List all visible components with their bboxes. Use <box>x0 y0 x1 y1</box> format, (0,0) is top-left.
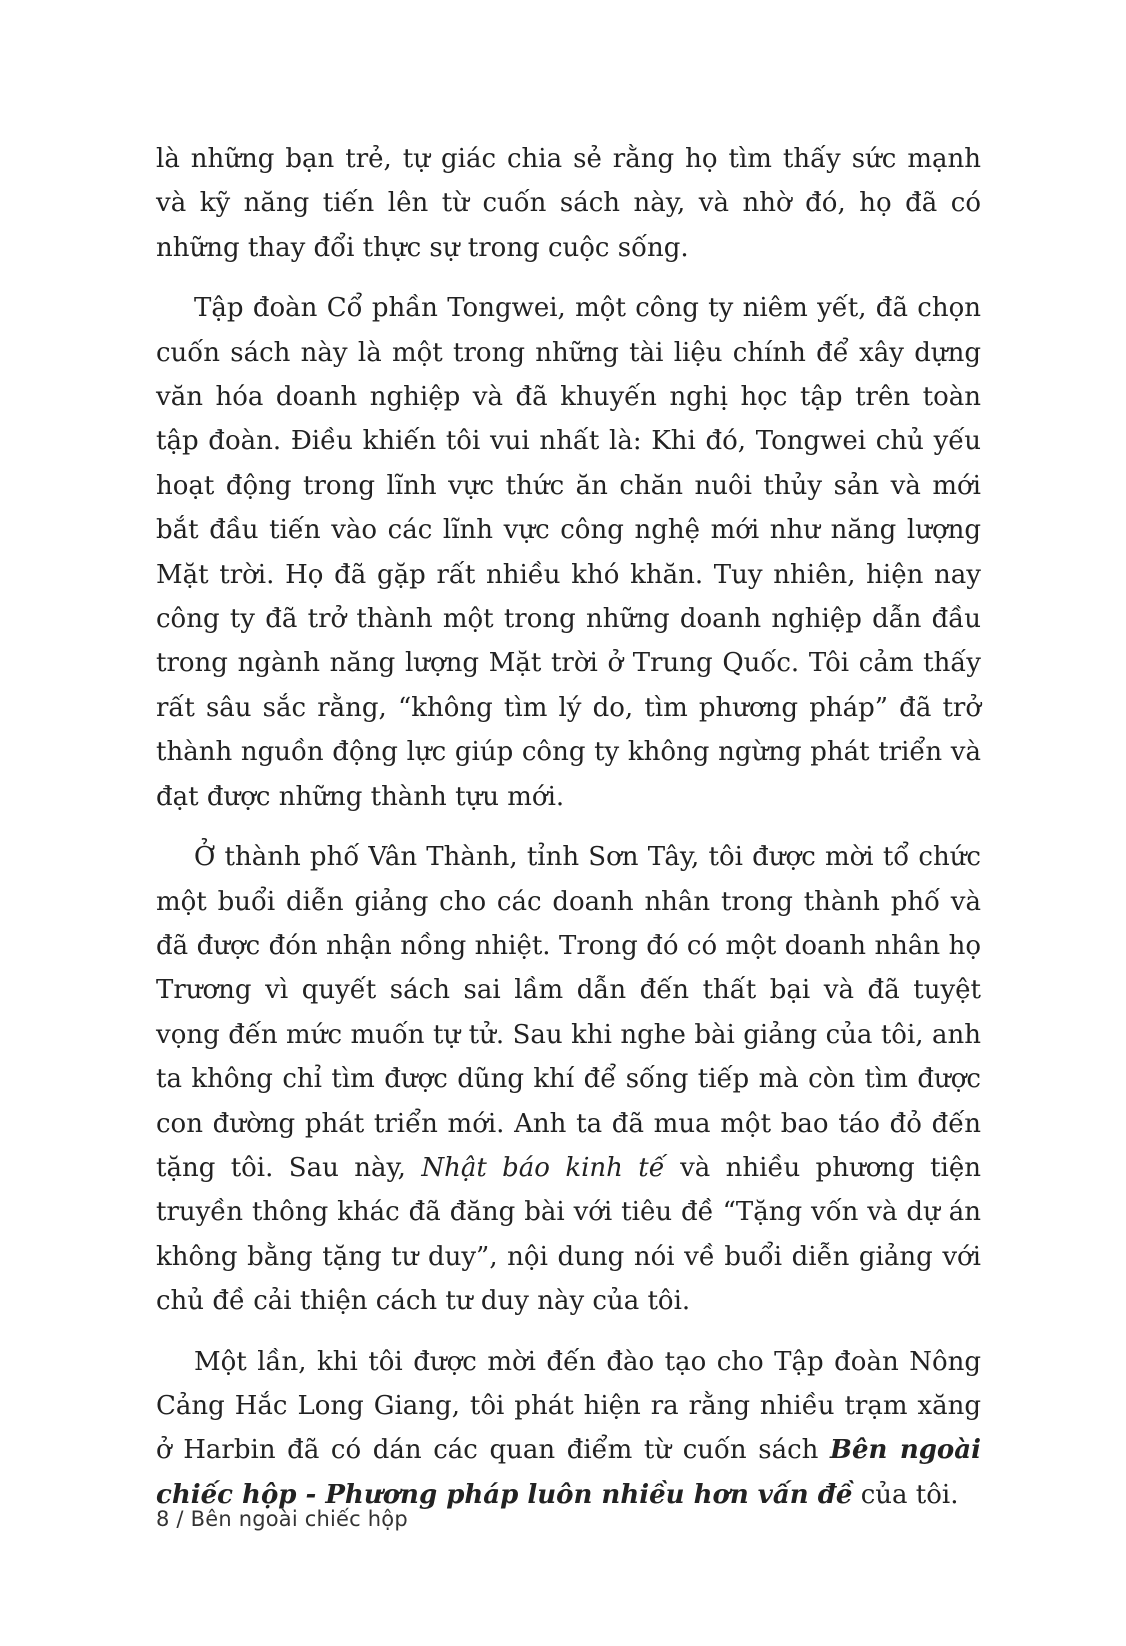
paragraph-4 <box>156 1340 981 1518</box>
paragraph-4-text-after: của tôi. <box>852 1479 959 1510</box>
paragraph-4-text-before: Một lần, khi tôi được mời đến đào tạo cho Tập đoàn Nông Cảng Hắc Long Giang, tôi phát hiện ra rằng nhiều trạm xăng ở Harbin đã có dán các quan điểm từ cuốn sách <box>156 1346 981 1466</box>
paragraph-3 <box>156 835 981 1323</box>
newspaper-title: Nhật báo kinh tế <box>421 1152 665 1183</box>
paragraph-2: Tập đoàn Cổ phần Tongwei, một công ty niêm yết, đã chọn cuốn sách này là một trong những tài liệu chính để xây dựng văn hóa doanh nghiệp và đã khuyến nghị học tập trên toàn tập đoàn. Điều khiến tôi vui nhất là: Khi đó, Tongwei chủ yếu hoạt động trong lĩnh vực thức ăn chăn nuôi thủy sản và mới bắt đầu tiến vào các lĩnh vực công nghệ mới như năng lượng Mặt trời. Họ đã gặp rất nhiều khó khăn. Tuy nhiên, hiện nay công ty đã trở thành một trong những doanh nghiệp dẫn đầu trong ngành năng lượng Mặt trời ở Trung Quốc. Tôi cảm thấy rất sâu sắc rằng, “không tìm lý do, tìm phương pháp” đã trở thành nguồn động lực giúp công ty không ngừng phát triển và đạt được những thành tựu mới. <box>156 293 981 812</box>
paragraph-3-text-before: Ở thành phố Vân Thành, tỉnh Sơn Tây, tôi được mời tổ chức một buổi diễn giảng cho các doanh nhân trong thành phố và đã được đón nhận nồng nhiệt. Trong đó có một doanh nhân họ Trương vì quyết sách sai lầm dẫn đến thất bại và đã tuyệt vọng đến mức muốn tự tử. Sau khi nghe bài giảng của tôi, anh ta không chỉ tìm được dũng khí để sống tiếp mà còn tìm được con đường phát triển mới. Anh ta đã mua một bao táo đỏ đến tặng tôi. Sau này, <box>156 842 981 1183</box>
paragraph-3-text-after: và nhiều phương tiện truyền thông khác đã đăng bài với tiêu đề “Tặng vốn và dự án không bằng tặng tư duy”, nội dung nói về buổi diễn giảng với chủ đề cải thiện cách tư duy này của tôi. <box>156 1152 982 1317</box>
book-title: Bên ngoài chiếc hộp - Phương pháp luôn nhiều hơn vấn đề <box>156 1435 981 1510</box>
page-footer: 8 / Bên ngoài chiếc hộp <box>156 1507 408 1531</box>
body-text <box>156 137 981 1533</box>
paragraph-1: là những bạn trẻ, tự giác chia sẻ rằng họ tìm thấy sức mạnh và kỹ năng tiến lên từ cuốn sách này, và nhờ đó, họ đã có những thay đổi thực sự trong cuộc sống. <box>156 144 981 263</box>
